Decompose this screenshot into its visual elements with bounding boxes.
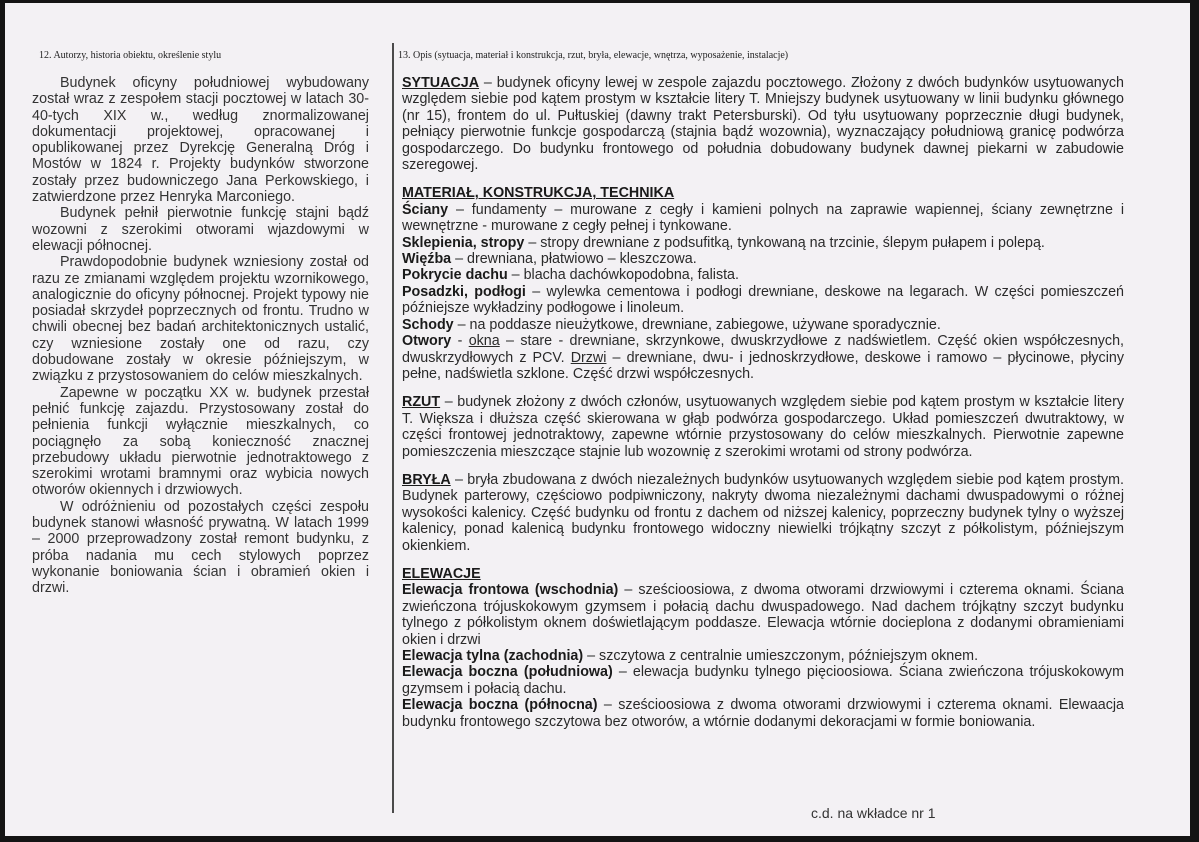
rzut-text: – budynek złożony z dwóch członów, usytuowanych względem siebie pod kątem prostym w kształcie litery T. Większa i dłuższa część skierowana w głąb podwórza gospodarczego. Układ pomieszczeń dwutraktowy, w części frontowej jednotraktowy, zapewne wtórnie przystosowany do celów mieszkalnych. Pierwotnie zapewne pomieszczenia mieszczące stajnie lub wozownię z szerokimi wrotami od strony podwórza. bbox=[402, 394, 1124, 460]
otwory-entry: Otwory - okna – stare - drewniane, skrzynkowe, dwuskrzydłowe z nadświetlem. Część okien współczesnych, dwuskrzydłowych z PCV. Drzwi – drewniane, dwu- i jednoskrzydłowe, deskowe i ramowo – płycinowe, płyciny pełne, nadświetla szklone. Część drzwi współczesnych. bbox=[402, 333, 1124, 382]
posadzki-entry: Posadzki, podłogi – wylewka cementowa i podłogi drewniane, deskowe na legarach. W części pomieszczeń późniejsze wykładziny podłogowe i linoleum. bbox=[402, 283, 1125, 317]
bryla-section bbox=[402, 472, 1124, 554]
description-column bbox=[402, 75, 1124, 730]
rzut-heading: RZUT bbox=[402, 394, 441, 411]
continued-note: c.d. na wkładce nr 1 bbox=[811, 805, 936, 821]
elewacja-polnocna-entry: Elewacja boczna (północna) – sześcioosiowa z dwoma otworami drzwiowymi i czterema oknami. Elewaacja budynku frontowego szczytowa bez otworów, a wtórnie dodanymi dekoracjami w formie boniowania. bbox=[402, 697, 1124, 730]
history-paragraph: Budynek pełnił pierwotnie funkcję stajni bądź wozowni z szerokimi otworami wjazdowymi w elewacji północnej. bbox=[32, 205, 369, 254]
history-paragraph: Zapewne w początku XX w. budynek przestał pełnić funkcję zajazdu. Przystosowany został do pełnienia funkcji wyłącznie mieszkalnych, co pociągnęło za sobą konieczność znacznej przebudowy układu pierwotnie jednotraktowego z szerokimi wrotami bramnymi oraz wybicia nowych otworów okiennych i drzwiowych. bbox=[32, 384, 369, 499]
history-paragraph: Prawdopodobnie budynek wzniesiony został od razu ze zmianami względem projektu wzornikowego, analogicznie do oficyny północnej. Projekt typowy nie posiadał skrzydeł poprzecznych od frontu. Trudno w chwili obecnej bez badań architektonicznych ustalić, czy wzniesione zostały one od razu, czy dobudowane zostały w okresie późniejszym, w związku z przystosowaniem do celów mieszkalnych. bbox=[32, 254, 369, 385]
sytuacja-section bbox=[402, 75, 1124, 173]
history-paragraph: W odróżnieniu od pozostałych części zespołu budynek stanowi własność prywatną. W latach 1999 – 2000 przeprowadzony został remont budynku, z próba nadania mu cech stylowych poprzez wykonanie boniowania ścian i obramień okien i drzwi. bbox=[32, 498, 369, 597]
wiezba-entry: Więźba – drewniana, płatwiowo – kleszczowa. bbox=[402, 251, 697, 268]
schody-entry: Schody – na poddasze nieużytkowe, drewniane, zabiegowe, używane sporadycznie. bbox=[402, 316, 941, 333]
section-12-header: 12. Autorzy, historia obiektu, określenie stylu bbox=[39, 50, 222, 61]
bryla-heading: BRYŁA bbox=[402, 471, 451, 488]
section-13-header: 13. Opis (sytuacja, materiał i konstrukcja, rzut, bryła, elewacje, wnętrza, wyposażenie, instalacje) bbox=[398, 50, 789, 61]
elewacja-tylna-entry: Elewacja tylna (zachodnia) – szczytowa z centralnie umieszczonym, późniejszym oknem. bbox=[402, 648, 979, 664]
column-divider bbox=[392, 43, 394, 813]
sklepienia-entry: Sklepienia, stropy – stropy drewniane z podsufitką, tynkowaną na trzcinie, ślepym pułapem i polepą. bbox=[402, 234, 1045, 251]
sytuacja-text: – budynek oficyny lewej w zespole zajazdu pocztowego. Złożony z dwóch budynków usytuowanych względem siebie pod kątem prostym w kształcie litery T. Mniejszy budynek usytuowany w linii budynku głównego (nr 15), frontem do ul. Pułtuskiej (dawny trakt Petersburski). Od tyłu usytuowany poprzecznie długi budynek, pełniący pierwotnie funkcje gospodarczą (stajnia bądź wozownia), wyznaczający południową granicę podwórza gospodarczego. Do budynku frontowego od południa dobudowany budynek dawnej piekarni w zabudowie szeregowej. bbox=[402, 75, 1124, 174]
material-heading: MATERIAŁ, KONSTRUKCJA, TECHNIKA bbox=[402, 185, 675, 202]
elewacje-heading: ELEWACJE bbox=[402, 565, 481, 582]
elewacja-frontowa-entry: Elewacja frontowa (wschodnia) – sześcioosiowa, z dwoma otworami drzwiowymi i czterema oknami. Ściana zwieńczona trójuskokowym gzymsem i połacią dachu dwuspadowego. Nad dachem trójkątny szczyt budynku tylnego z półkolistym oknem doświetlającym poddasze. Elewacja wtórnie docieplona z dodanymi obramieniami okien i drzwi bbox=[402, 582, 1124, 648]
elewacja-poludniowa-entry: Elewacja boczna (południowa) – elewacja budynku tylnego pięcioosiowa. Ściana zwieńczona trójuskokowym gzymsem i połacią dachu. bbox=[402, 664, 1124, 697]
rzut-section bbox=[402, 394, 1124, 460]
history-column bbox=[32, 75, 369, 597]
pokrycie-entry: Pokrycie dachu – blacha dachówkopodobna, falista. bbox=[402, 267, 739, 284]
bryla-text: – bryła zbudowana z dwóch niezależnych budynków usytuowanych względem siebie pod kątem prostym. Budynek parterowy, częściowo podpiwniczony, nakryty dwoma niezależnymi dachami dwuspadowymi o różnej wysokości kalenicy. Część budynku od frontu z dachem od niższej kalenicy, poprzeczny budynek tylny o wyższej kalenicy, ponad kalenicą budynku frontowego widoczny niewielki trójkątny szczyt z półkolistym, późniejszym okienkiem. bbox=[402, 471, 1124, 554]
history-paragraph: Budynek oficyny południowej wybudowany został wraz z zespołem stacji pocztowej w latach 30-40-tych XIX w., według znormalizowanej dokumentacji projektowej, opracowanej i opublikowanej przez Dyrekcję Generalną Dróg i Mostów w 1824 r. Projekty budynków stworzone zostały przez budowniczego Jana Perkowskiego, i zatwierdzone przez Henryka Marconiego. bbox=[32, 75, 369, 206]
sytuacja-heading: SYTUACJA bbox=[402, 75, 480, 91]
form-sheet bbox=[5, 3, 1190, 836]
sciany-entry: Ściany – fundamenty – murowane z cegły i kamieni polnych na zaprawie wapiennej, ściany zewnętrzne i wewnętrzne - murowane z cegły pełnej i tynkowane. bbox=[402, 201, 1124, 235]
